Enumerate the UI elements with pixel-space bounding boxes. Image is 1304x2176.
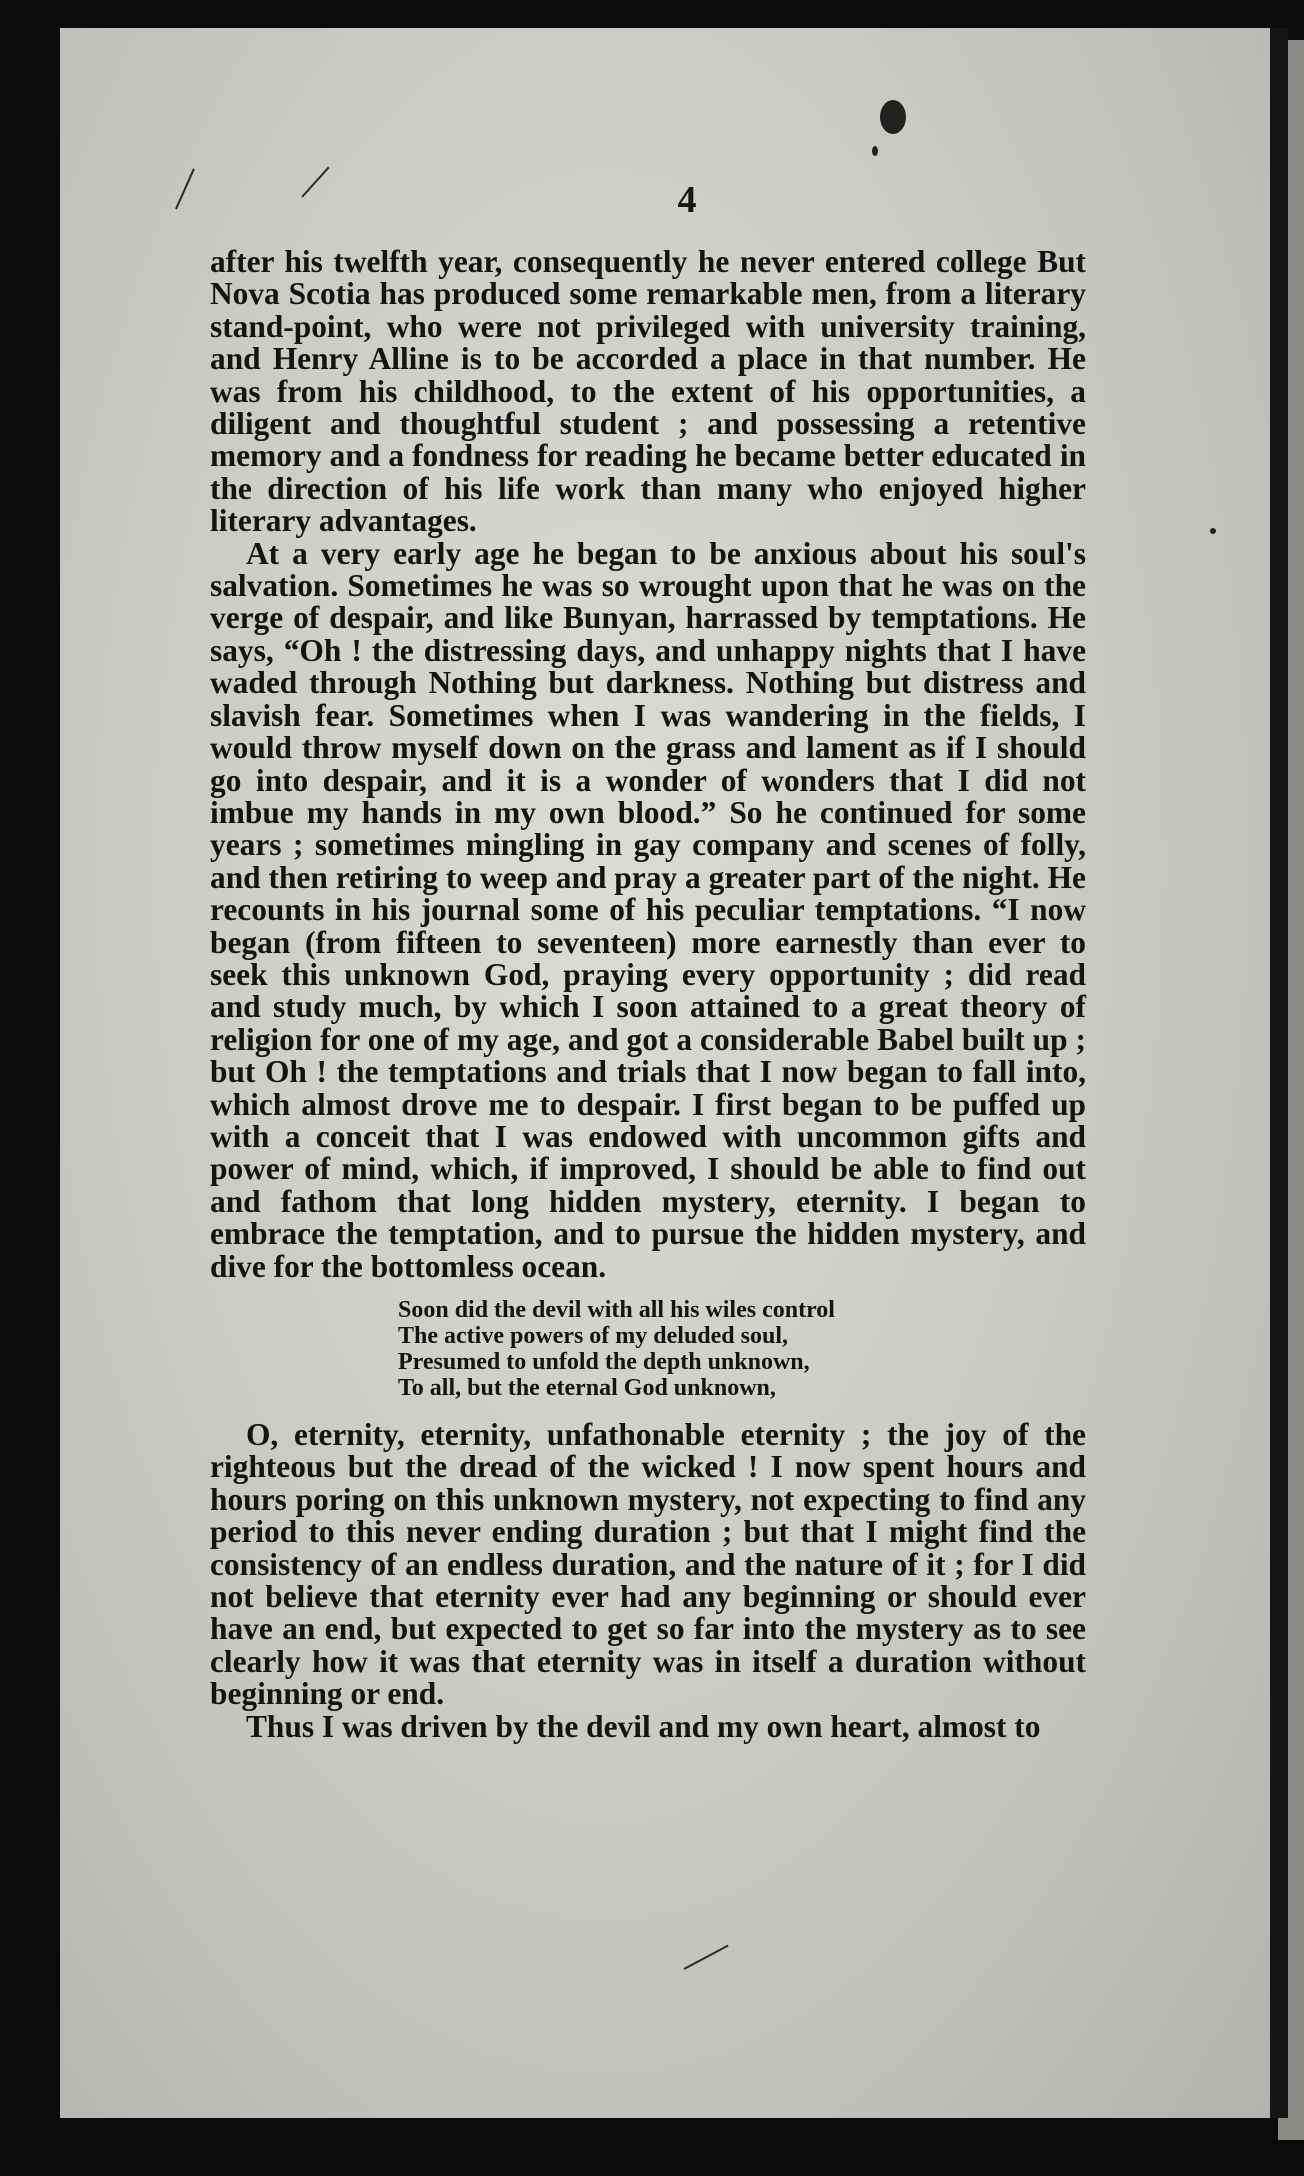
paragraph-4: Thus I was driven by the devil and my own heart, almost to <box>246 1708 1041 1744</box>
paragraph-3: O, eternity, eternity, unfathonable eternity ; the joy of the righteous but the dread of the wicked ! I now spent hours and hours poring on this unknown mystery, not expecting to find any period to this never ending duration ; but that I might find the consistency of an endless duration, and the nature of it ; for I did not believe that eternity ever had any beginning or should ever have an end, but expected to get so far into the mystery as to see clearly how it was that eternity was in itself a duration without beginning or end. <box>210 1417 1086 1712</box>
verse-block <box>398 1297 1086 1401</box>
page-number: 4 <box>677 179 697 221</box>
verse-line: Presumed to unfold the depth unknown, <box>398 1349 810 1375</box>
body-text <box>210 246 1086 1743</box>
verse-line: To all, but the eternal God unknown, <box>398 1375 776 1401</box>
verse-line: Soon did the devil with all his wiles control <box>398 1297 835 1323</box>
scratch-mark <box>684 1945 729 1970</box>
verse-line: The active powers of my deluded soul, <box>398 1323 788 1349</box>
ink-speck <box>1210 528 1216 534</box>
paragraph-1: after his twelfth year, consequently he never entered college But Nova Scotia has produced some remarkable men, from a literary stand-point, who were not privileged with university training, and Henry Alline is to be accorded a place in that number. He was from his childhood, to the extent of his opportunities, a diligent and thoughtful student ; and possessing a retentive memory and a fondness for reading he became better educated in the direction of his life work than many who enjoyed higher literary advantages. <box>210 244 1086 539</box>
ink-speck <box>872 146 878 156</box>
paragraph-2: At a very early age he began to be anxious about his soul's salvation. Sometimes he was so wrought upon that he was on the verge of despair, and like Bunyan, harrassed by temptations. He says, “Oh ! the distressing days, and unhappy nights that I have waded through Nothing but darkness. Nothing but distress and slavish fear. Sometimes when I was wandering in the fields, I would throw myself down on the grass and lament as if I should go into despair, and it is a wonder of wonders that I did not imbue my hands in my own blood.” So he continued for some years ; sometimes mingling in gay company and scenes of folly, and then retiring to weep and pray a greater part of the night. He recounts in his journal some of his peculiar temptations. “I now began (from fifteen to seventeen) more earnestly than ever to seek this unknown God, praying every opportunity ; did read and study much, by which I soon attained to a great theory of religion for one of my age, and got a considerable Babel built up ; but Oh ! the temptations and trials that I now began to fall into, which almost drove me to despair. I first began to be puffed up with a conceit that I was endowed with uncommon gifts and power of mind, which, if improved, I should be able to find out and fathom that long hidden mystery, eternity. I began to embrace the temptation, and to pursue the hidden mystery, and dive for the bottomless ocean. <box>210 535 1086 1284</box>
ink-blot <box>880 100 906 134</box>
